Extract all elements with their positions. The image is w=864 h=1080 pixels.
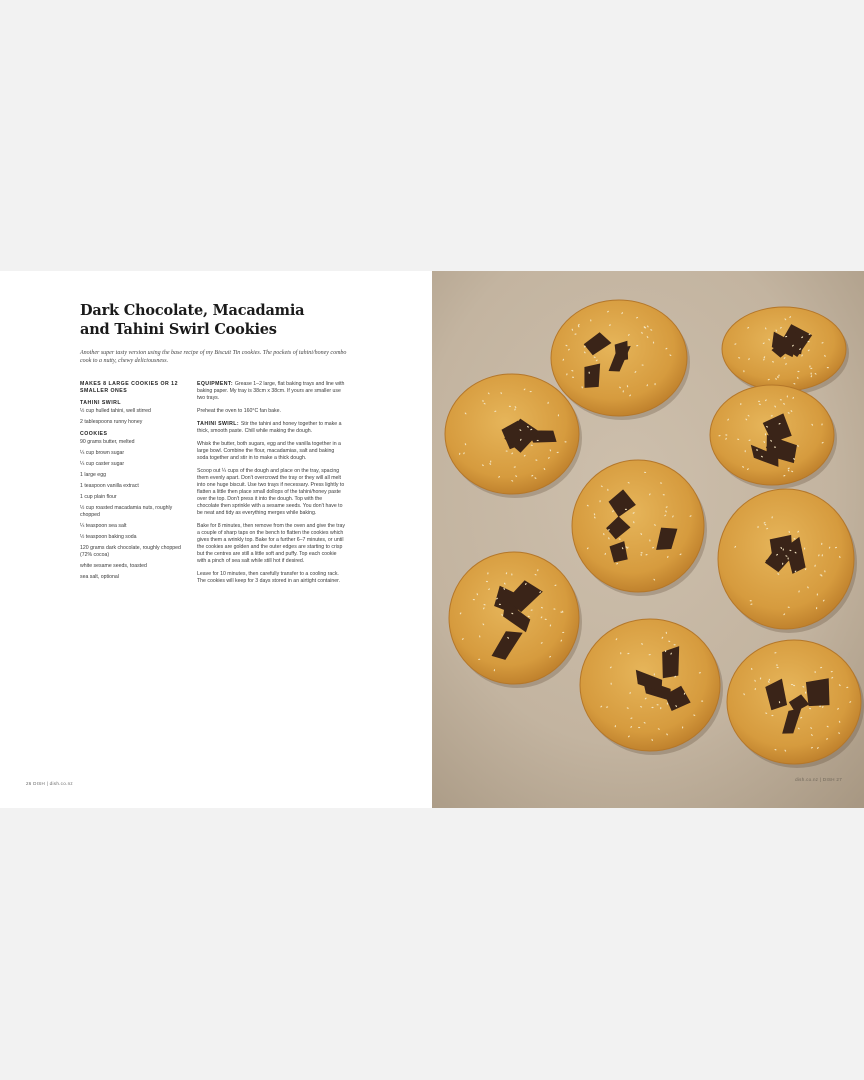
page-folio-left: 26 DISH | dish.co.nz: [26, 781, 73, 786]
method-step: [197, 408, 345, 415]
ingredient-item: sea salt, optional: [80, 574, 119, 580]
tahini-ingredient-list: [80, 408, 184, 426]
ingredient-item: 90 grams butter, melted: [80, 439, 135, 445]
ingredient-item: ½ cup roasted macadamia nuts, roughly chopped: [80, 505, 173, 518]
magazine-spread: [0, 271, 864, 808]
ingredient-item: ½ cup hulled tahini, well stirred: [80, 408, 151, 414]
method-step-label: TAHINI SWIRL:: [197, 421, 241, 427]
cookie-photo: [432, 271, 864, 808]
method-step-text: Leave for 10 minutes, then carefully transfer to a cooling rack. The cookies will keep for 3 days stored in an airtight container.: [197, 571, 341, 584]
method-step-text: Whisk the butter, both sugars, egg and the vanilla together in a large bowl. Combine the flour, macadamias, salt and baking soda together and stir in to make a thick dough.: [197, 441, 341, 461]
recipe-page: [0, 271, 432, 808]
recipe-intro: Another super tasty version using the base recipe of my Biscuit Tin cookies. The pockets of tahini/honey combo cook to a nutty, chewy deliciousness.: [80, 350, 347, 364]
method-step-text: Grease 1–2 large, flat baking trays and line with baking paper. My tray is 38cm x 38cm. If yours are smaller use two trays.: [197, 381, 345, 401]
ingredient-item: 1 teaspoon vanilla extract: [80, 483, 139, 489]
title-line-2: and Tahini Swirl Cookies: [80, 321, 277, 338]
recipe-yield: MAKES 8 LARGE COOKIES OR 12 SMALLER ONES: [80, 381, 178, 394]
ingredient-item: ¼ teaspoon sea salt: [80, 523, 127, 529]
cookies-heading: COOKIES: [80, 431, 108, 437]
ingredient-item: 1 cup plain flour: [80, 494, 117, 500]
method-step: [197, 571, 345, 585]
method-column: [197, 381, 345, 591]
method-step: [197, 468, 345, 517]
ingredient-item: 2 tablespoons runny honey: [80, 419, 143, 425]
ingredient-item: ½ teaspoon baking soda: [80, 534, 137, 540]
page-folio-right: dish.co.nz | DISH 27: [795, 777, 842, 782]
method-step-label: EQUIPMENT:: [197, 381, 235, 387]
recipe-title: [80, 301, 380, 339]
method-step-text: Stir the tahini and honey together to make a thick, smooth paste. Chill while making the dough.: [197, 421, 342, 434]
method-step: [197, 381, 345, 402]
method-step-text: Preheat the oven to 160°C fan bake.: [197, 408, 281, 414]
title-line-1: Dark Chocolate, Macadamia: [80, 302, 305, 319]
method-step: [197, 441, 345, 462]
cookie-ingredient-list: [80, 439, 184, 581]
sesame-seed: [765, 433, 766, 435]
ingredient-item: white sesame seeds, toasted: [80, 563, 147, 569]
method-step: [197, 523, 345, 565]
ingredients-column: [80, 381, 184, 585]
method-step: [197, 421, 345, 435]
ingredient-item: ¼ cup caster sugar: [80, 461, 125, 467]
ingredient-item: 120 grams dark chocolate, roughly chopped (72% cocoa): [80, 545, 181, 558]
tahini-heading: TAHINI SWIRL: [80, 400, 122, 406]
ingredient-item: ¼ cup brown sugar: [80, 450, 125, 456]
cookie-photo-image: [432, 271, 864, 808]
ingredient-item: 1 large egg: [80, 472, 106, 478]
method-step-text: Bake for 8 minutes, then remove from the oven and give the tray a couple of sharp taps on the bench to flatten the cookies which gives them a wrinkly top. Bake for a further 6–7 minutes, or until the cookies are golden and the outer edges are starting to crisp but the centres are still a little soft and puffy. Top each cookie with a pinch of sea salt while still hot if desired.: [197, 523, 345, 564]
method-step-text: Scoop out ¼ cups of the dough and place on the tray, spacing them evenly apart. Don't overcrowd the tray or they will all melt into one huge biscuit. Use two trays if necessary. Press lightly to flatten a little then place small dollops of the tahini/honey paste over the top. Don't press it into the dough. Top with the chocolate then sprinkle with a sesame seeds. You don't have to be neat and tidy as everything merges while baking.: [197, 468, 345, 516]
